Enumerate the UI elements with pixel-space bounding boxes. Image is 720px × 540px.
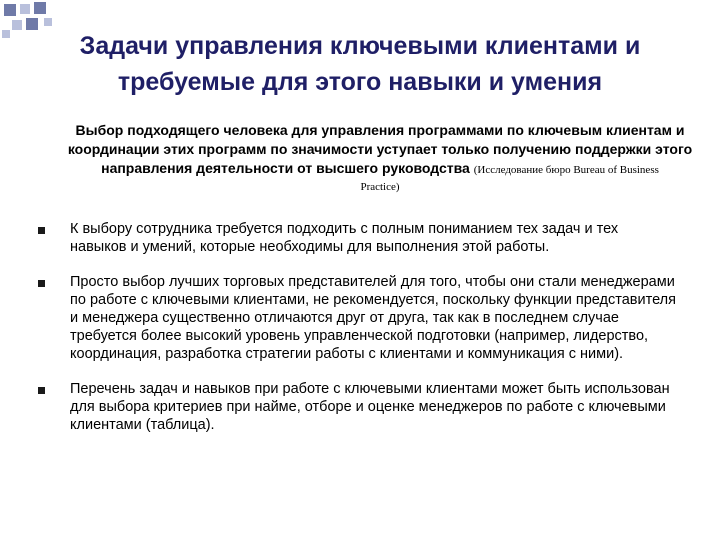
intro-source-text: (Исследование бюро Bureau of Business bbox=[473, 164, 659, 176]
bullet-text: Просто выбор лучших торговых представителей для того, чтобы они стали менеджерами по работе с ключевыми клиентами, не рекомендуется, поскольку функции представителя и менеджера существенно отличаются друг от друга, так как в последнем случае требуется более высокий уровень управленческой подготовки (например, лидерство, координация, разработка стратегии работы с клиентами и коммуникация с ними). bbox=[70, 274, 676, 362]
bullet-item bbox=[36, 220, 676, 256]
deco-square bbox=[2, 30, 10, 38]
bullet-item bbox=[36, 380, 676, 434]
intro-source-text: Practice) bbox=[360, 181, 400, 193]
deco-square bbox=[4, 4, 16, 16]
deco-square bbox=[34, 2, 46, 14]
bullet-item bbox=[36, 273, 676, 363]
deco-square bbox=[44, 18, 52, 26]
deco-square bbox=[12, 20, 22, 30]
square-bullet-icon bbox=[38, 280, 45, 287]
intro-quote bbox=[62, 121, 698, 194]
bullet-text: Перечень задач и навыков при работе с ключевыми клиентами может быть использован для выбора критериев при найме, отборе и оценке менеджеров по работе с ключевыми клиентами (таблица). bbox=[70, 381, 670, 433]
slide-title-line: требуемые для этого навыки и умения bbox=[117, 68, 603, 96]
square-bullet-icon bbox=[38, 387, 45, 394]
deco-square bbox=[20, 4, 30, 14]
intro-main-text: Выбор подходящего человека для управления программами по ключевым клиентам и координации этих программ по значимости уступает только получению поддержки этого направления деятельности от высшего руководства bbox=[67, 122, 693, 176]
bullet-text: К выбору сотрудника требуется подходить с полным пониманием тех задач и тех навыков и умений, которые необходимы для выполнения этой работы. bbox=[70, 221, 619, 255]
slide-title bbox=[30, 28, 690, 100]
slide-title-line: Задачи управления ключевыми клиентами и bbox=[79, 32, 641, 60]
bullet-list bbox=[36, 220, 676, 434]
square-bullet-icon bbox=[38, 227, 45, 234]
